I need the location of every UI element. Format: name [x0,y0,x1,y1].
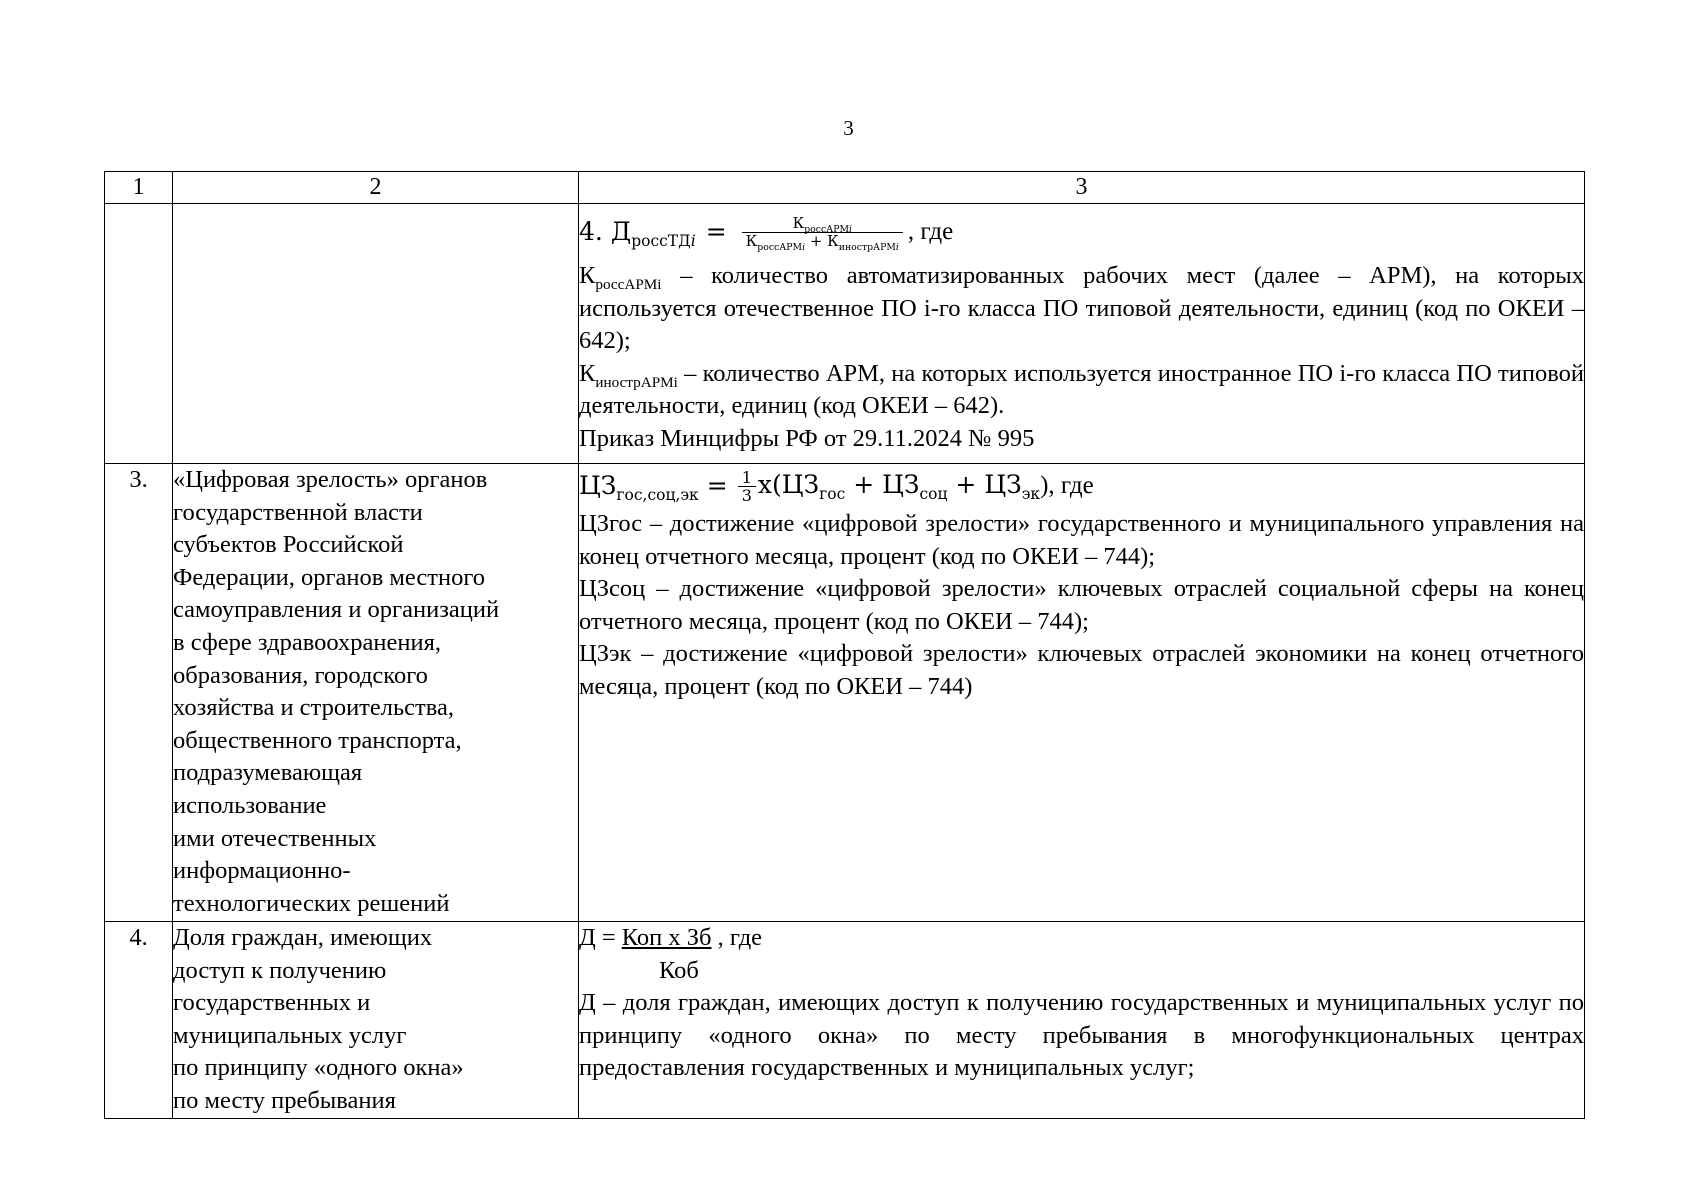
definition-czek: ЦЗэк – достижение «цифровой зрелости» ключевых отраслей экономики на конец отчетного месяца, процент (код по ОКЕИ – 744) [579,640,1584,700]
definition-czgos: ЦЗгос – достижение «цифровой зрелости» государственного и муниципального управления на конец отчетного месяца, процент (код по ОКЕИ – 744); [579,510,1584,570]
calculation-cell [579,464,1585,922]
formula-digital-maturity: $ЦЗ_{гос,соц,эк}$ = $\frac{1}{3}$ $x(ЦЗ_{гос} + ЦЗ_{соц} + ЦЗ_{эк})$, где [579,467,1094,505]
header-col-2: 2 [173,172,579,204]
formula-fraction: $\frac{1}{3}$ [738,469,756,504]
indicator-name-cell: Доля граждан, имеющих доступ к получению государственных и муниципальных услуг по принципу «одного окна» по месту пребывания [173,922,579,1119]
table-row [105,922,1585,1119]
page-number: 3 [843,116,854,140]
definition-d: Д – доля граждан, имеющих доступ к получению государственных и муниципальных услуг по принципу «одного окна» по месту пребывания в многофункциональных центрах предоставления государственных и муниципальных услуг; [579,989,1584,1082]
definition-domestic-workstations: $К_{россАРМi}$ – количество автоматизированных рабочих мест (далее – АРМ), на которых используется отечественное ПО i-го класса ПО типовой деятельности, единиц (код по ОКЕИ – 642); [579,262,1584,355]
formula-citizens-share: Д = Коп x Зб , где [579,924,763,951]
row-number: 4. [105,922,173,1119]
formula-denominator: Коб [659,956,699,984]
formula-fraction: $\frac{К_{россАРМi}}{К_{россАРМi} + К_{инострАРМi}}$ [742,215,903,250]
definition-foreign-workstations: $К_{инострАРМi}$ – количество АРМ, на которых используется иностранное ПО i-го класса ПО типовой деятельности, единиц (код ОКЕИ – 642). [579,359,1584,420]
source-reference: Приказ Минцифры РФ от 29.11.2024 № 995 [579,424,1035,452]
header-col-1: 1 [105,172,173,204]
row-number: 3. [105,464,173,922]
table-row [105,464,1585,922]
formula-domestic-share: 4. $Д_{россТДi}$ = $\frac{К_{россАРМi}}{К_{россАРМi} + К_{инострАРМi}}$ , где [579,213,954,253]
header-col-3: 3 [579,172,1585,204]
definition-czsoc: ЦЗсоц – достижение «цифровой зрелости» ключевых отраслей социальной сферы на конец отчетного месяца, процент (код по ОКЕИ – 744); [579,575,1584,635]
table-header-row [105,172,1585,204]
table-row [105,204,1585,464]
calculation-cell [579,204,1585,464]
row-number-cell [105,204,173,464]
indicator-name-cell: «Цифровая зрелость» органов государственной власти субъектов Российской Федерации, органов местного самоуправления и организаций в сфере здравоохранения, образования, городского хозяйства и строительства, общественного транспорта, подразумевающая использование ими отечественных информационно- технологических решений [173,464,579,922]
indicators-table [104,171,1585,1119]
indicator-name-cell [173,204,579,464]
calculation-cell [579,922,1585,1119]
